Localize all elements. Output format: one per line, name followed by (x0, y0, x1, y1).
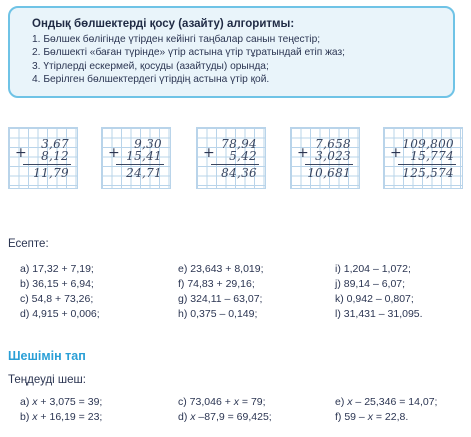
compute-label: Есепте: (8, 238, 49, 250)
addend-2: 15,41 (126, 149, 162, 163)
worked-examples (0, 127, 471, 189)
sum-result: 24,71 (126, 166, 162, 180)
exercise-j: j) 89,14 – 6,07; (335, 278, 406, 290)
exercise-g: g) 324,11 – 63,07; (178, 293, 263, 305)
exercise-a: a) 17,32 + 7,19; (20, 263, 94, 275)
exercise-d: d) 4,915 + 0,006; (20, 308, 100, 320)
sum-result: 125,574 (402, 166, 454, 180)
plus-sign: + (297, 145, 309, 161)
worked-example-4 (290, 127, 360, 189)
exercise-i: i) 1,204 – 1,072; (335, 263, 411, 275)
worked-example-2 (101, 127, 171, 189)
section-heading: Шешімін тап (8, 349, 86, 363)
plus-sign: + (203, 145, 215, 161)
sum-line (23, 164, 71, 165)
sum-line (211, 164, 259, 165)
equation-b: b) x + 16,19 = 23; (20, 411, 103, 423)
addend-2: 8,12 (41, 149, 69, 163)
algorithm-step-3: 3. Үтірлерді ескермей, қосуды (азайтуды) орында; (32, 60, 269, 72)
addend-1: 78,94 (221, 137, 257, 151)
exercise-c: c) 54,8 + 73,26; (20, 293, 94, 305)
plus-sign: + (108, 145, 120, 161)
addend-1: 3,67 (41, 137, 69, 151)
worked-example-3 (196, 127, 266, 189)
equation-d: d) x –87,9 = 69,425; (178, 411, 272, 423)
equation-e: e) x – 25,346 = 14,07; (335, 396, 438, 408)
sum-result: 10,681 (307, 166, 351, 180)
plus-sign: + (390, 145, 402, 161)
addend-2: 3,023 (315, 149, 351, 163)
worked-example-5 (383, 127, 463, 189)
sum-line (398, 164, 456, 165)
plus-sign: + (15, 145, 27, 161)
addend-1: 109,800 (402, 137, 454, 151)
algorithm-box (8, 6, 455, 98)
addend-1: 9,30 (134, 137, 162, 151)
sum-line (116, 164, 164, 165)
algorithm-step-4: 4. Берілген бөлшектердегі үтірдің астына үтір қой. (32, 74, 270, 86)
sum-result: 11,79 (33, 166, 69, 180)
exercise-l: l) 31,431 – 31,095. (335, 308, 423, 320)
exercise-k: k) 0,942 – 0,807; (335, 293, 414, 305)
exercise-b: b) 36,15 + 6,94; (20, 278, 94, 290)
addend-2: 5,42 (229, 149, 257, 163)
exercise-f: f) 74,83 + 29,16; (178, 278, 255, 290)
sum-result: 84,36 (221, 166, 257, 180)
sum-line (305, 164, 353, 165)
worked-example-1 (8, 127, 78, 189)
equations-label: Теңдеуді шеш: (8, 374, 86, 386)
exercise-h: h) 0,375 – 0,149; (178, 308, 258, 320)
equation-f: f) 59 – x = 22,8. (335, 411, 409, 423)
equation-c: c) 73,046 + x = 79; (178, 396, 266, 408)
equation-a: a) x + 3,075 = 39; (20, 396, 103, 408)
algorithm-title: Ондық бөлшектерді қосу (азайту) алгоритмы: (32, 18, 295, 30)
addend-2: 15,774 (410, 149, 454, 163)
addend-1: 7,658 (315, 137, 351, 151)
algorithm-step-2: 2. Бөлшекті «баған түрінде» үтір астына үтір тұратындай етіп жаз; (32, 47, 345, 59)
algorithm-step-1: 1. Бөлшек бөлігінде үтірден кейінгі таңбалар санын теңестір; (32, 34, 321, 45)
exercise-e: e) 23,643 + 8,019; (178, 263, 264, 275)
